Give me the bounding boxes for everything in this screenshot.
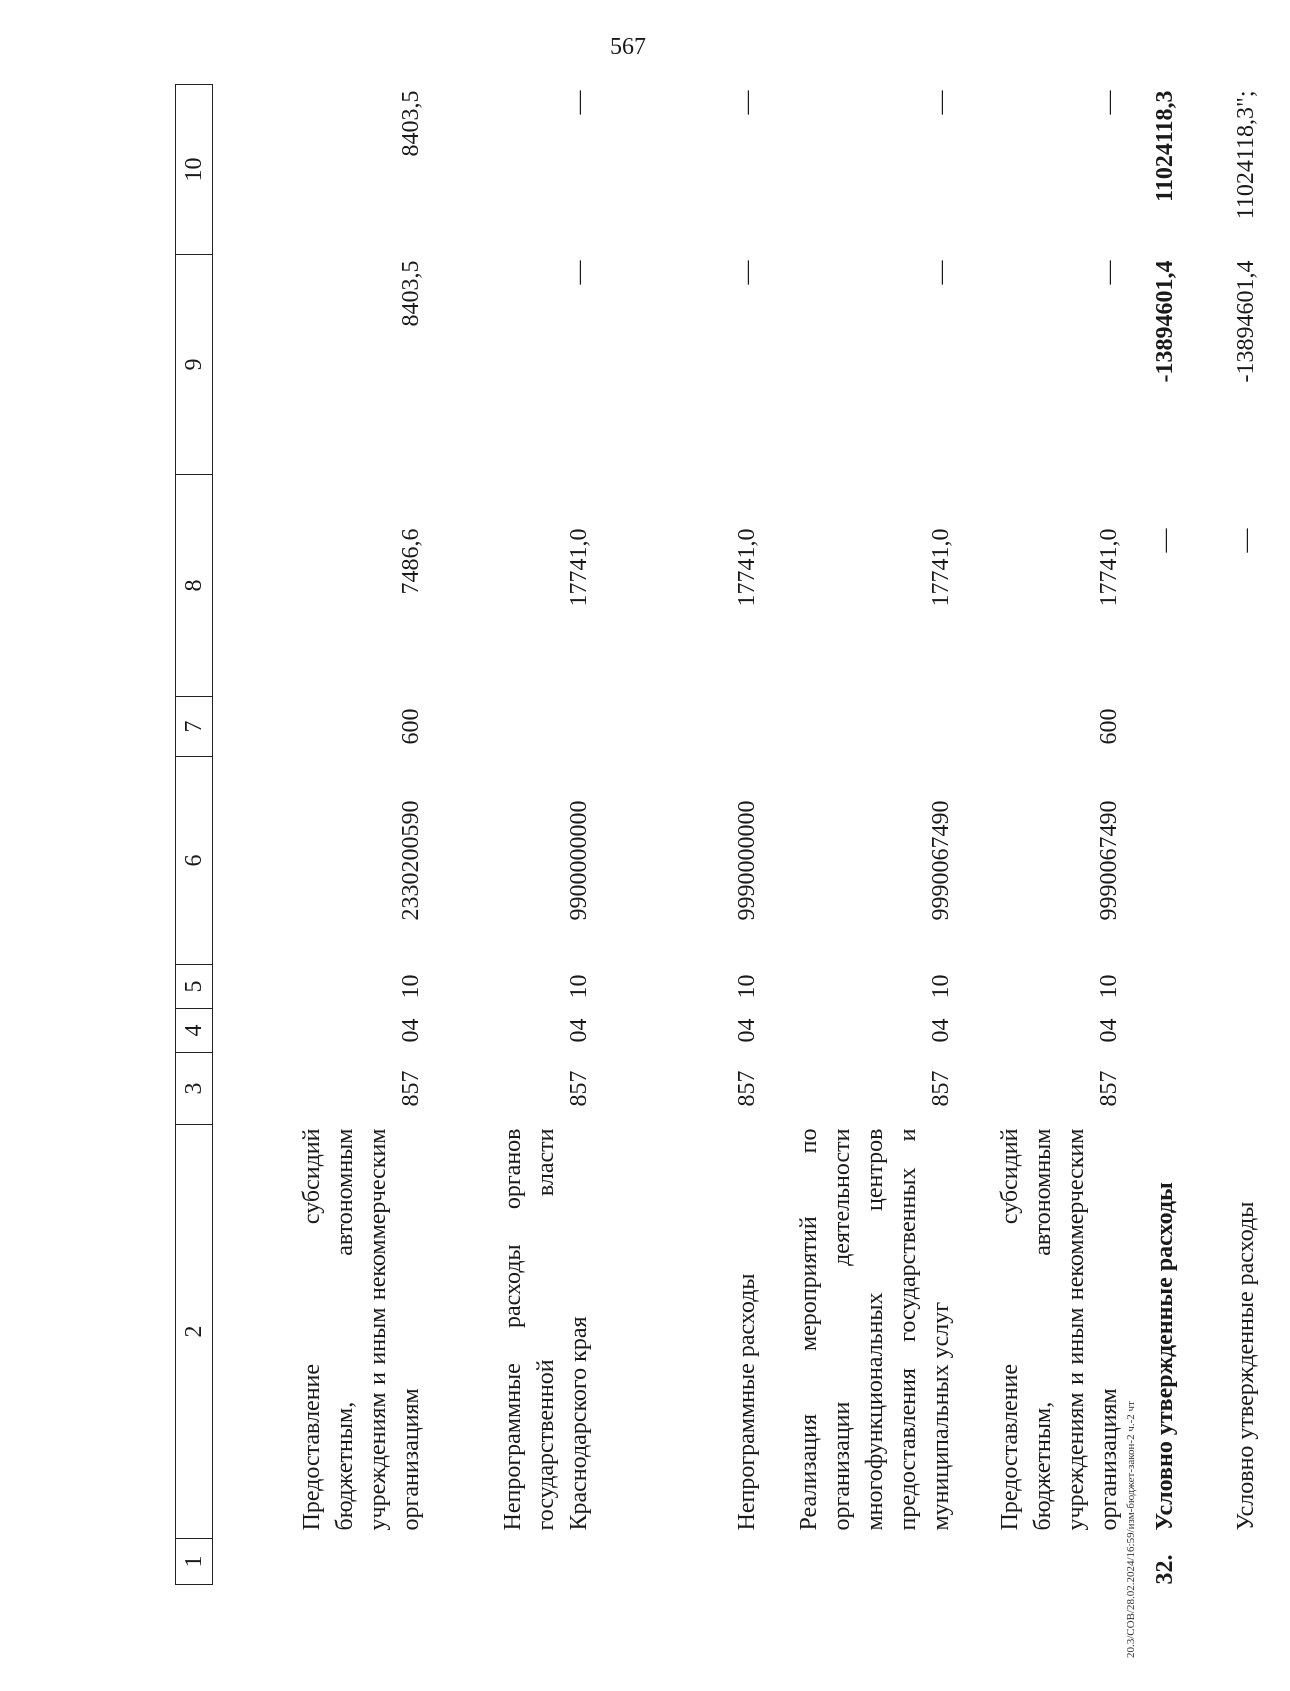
table-row <box>430 85 598 1585</box>
row-name: Непрограммные расходы органов государственной власти Краснодарского края <box>500 1128 592 1531</box>
header-cell: 9 <box>176 255 213 475</box>
cell-c10: — <box>1096 90 1122 115</box>
empty-cell <box>1202 965 1290 1009</box>
cell-c4: 04 <box>734 1018 760 1043</box>
cell-c8: 17741,0 <box>928 528 954 607</box>
cell-c9: — <box>734 260 760 285</box>
cell-c5: 10 <box>928 974 954 999</box>
header-cell: 4 <box>176 1009 213 1053</box>
cell-c8: 7486,6 <box>398 528 424 595</box>
cell-c3: 857 <box>398 1070 424 1107</box>
empty-cell <box>1202 697 1290 757</box>
cell-c10: 8403,5 <box>398 90 424 157</box>
cell-c10: — <box>928 90 954 115</box>
cell-c10: 11024118,3 <box>1151 90 1178 202</box>
cell-c7 <box>766 697 960 757</box>
budget-table <box>175 84 1290 1585</box>
cell-c6: 2330200590 <box>398 800 424 921</box>
cell-c5: 10 <box>398 974 424 999</box>
cell-c4: 04 <box>928 1018 954 1043</box>
cell-c5: 10 <box>734 974 760 999</box>
cell-c3: 857 <box>566 1070 592 1107</box>
empty-cell <box>1128 757 1202 965</box>
cell-c3: 857 <box>928 1070 954 1107</box>
row-name: Предоставление субсидий бюджетным, автономным учреждениям и иным некоммерческим организациям <box>299 1128 424 1531</box>
cell-c9: -13894601,4 <box>1151 260 1178 383</box>
cell-c10: — <box>566 90 592 115</box>
header-cell: 2 <box>176 1125 213 1539</box>
empty-cell <box>1128 697 1202 757</box>
cell-c6: 9990067490 <box>1096 800 1122 921</box>
cell-c7 <box>598 697 766 757</box>
table-header-row <box>176 85 213 1585</box>
cell-c5: 10 <box>1096 974 1122 999</box>
cell-c10: — <box>734 90 760 115</box>
cell-c8: — <box>1232 528 1259 553</box>
row-name: Условно утвержденные расходы <box>1232 1201 1259 1531</box>
row-number <box>766 1539 960 1585</box>
row-number: 32. <box>1151 1554 1178 1585</box>
row-name: Непрограммные расходы <box>734 1273 760 1531</box>
cell-c10: 11024118,3"; <box>1232 90 1259 220</box>
empty-cell <box>1202 757 1290 965</box>
row-name: Реализация мероприятий по организации деятельности многофункциональных центров предоставления государственных и муниципальных услуг <box>796 1128 954 1531</box>
row-number <box>430 1539 598 1585</box>
row-name: Предоставление субсидий бюджетным, автономным учреждениям и иным некоммерческим организациям <box>997 1128 1122 1531</box>
row-number <box>213 1539 431 1585</box>
header-cell: 5 <box>176 965 213 1009</box>
cell-c4: 04 <box>566 1018 592 1043</box>
total-row-bold <box>1128 85 1202 1585</box>
cell-c4: 04 <box>1096 1018 1122 1043</box>
empty-cell <box>1128 1053 1202 1125</box>
header-cell: 8 <box>176 475 213 697</box>
empty-cell <box>1128 965 1202 1009</box>
cell-c6: 9990067490 <box>928 800 954 921</box>
total-row <box>1202 85 1290 1585</box>
cell-c8: 17741,0 <box>734 528 760 607</box>
table-row <box>960 85 1128 1585</box>
header-cell: 6 <box>176 757 213 965</box>
cell-c9: — <box>928 260 954 285</box>
header-cell: 7 <box>176 697 213 757</box>
header-cell: 1 <box>176 1539 213 1585</box>
cell-c9: — <box>1096 260 1122 285</box>
cell-c8: 17741,0 <box>566 528 592 607</box>
cell-c3: 857 <box>1096 1070 1122 1107</box>
page-number: 567 <box>610 34 646 60</box>
cell-c5: 10 <box>566 974 592 999</box>
row-number <box>960 1539 1128 1585</box>
table-row <box>766 85 960 1585</box>
cell-c9: 8403,5 <box>398 260 424 327</box>
cell-c7 <box>430 697 598 757</box>
cell-c7: 600 <box>398 708 424 745</box>
empty-cell <box>1202 1009 1290 1053</box>
cell-c3: 857 <box>734 1070 760 1107</box>
cell-c9: — <box>566 260 592 285</box>
cell-c8: — <box>1151 528 1178 553</box>
header-cell: 3 <box>176 1053 213 1125</box>
cell-c7: 600 <box>1096 708 1122 745</box>
cell-c9: -13894601,4 <box>1232 260 1259 383</box>
cell-c6: 9900000000 <box>566 800 592 921</box>
cell-c6: 9990000000 <box>734 800 760 921</box>
row-number <box>598 1539 766 1585</box>
empty-cell <box>1202 1539 1290 1585</box>
footer-code: 20.3/СОВ/28.02.2024/16:59/изм-бюджет-закон-2 ч.-2 чт <box>1125 1401 1137 1658</box>
row-name: Условно утвержденные расходы <box>1151 1182 1178 1531</box>
table-row <box>598 85 766 1585</box>
empty-cell <box>1128 1009 1202 1053</box>
header-cell: 10 <box>176 85 213 255</box>
table-row <box>213 85 431 1585</box>
cell-c4: 04 <box>398 1018 424 1043</box>
cell-c8: 17741,0 <box>1096 528 1122 607</box>
empty-cell <box>1202 1053 1290 1125</box>
